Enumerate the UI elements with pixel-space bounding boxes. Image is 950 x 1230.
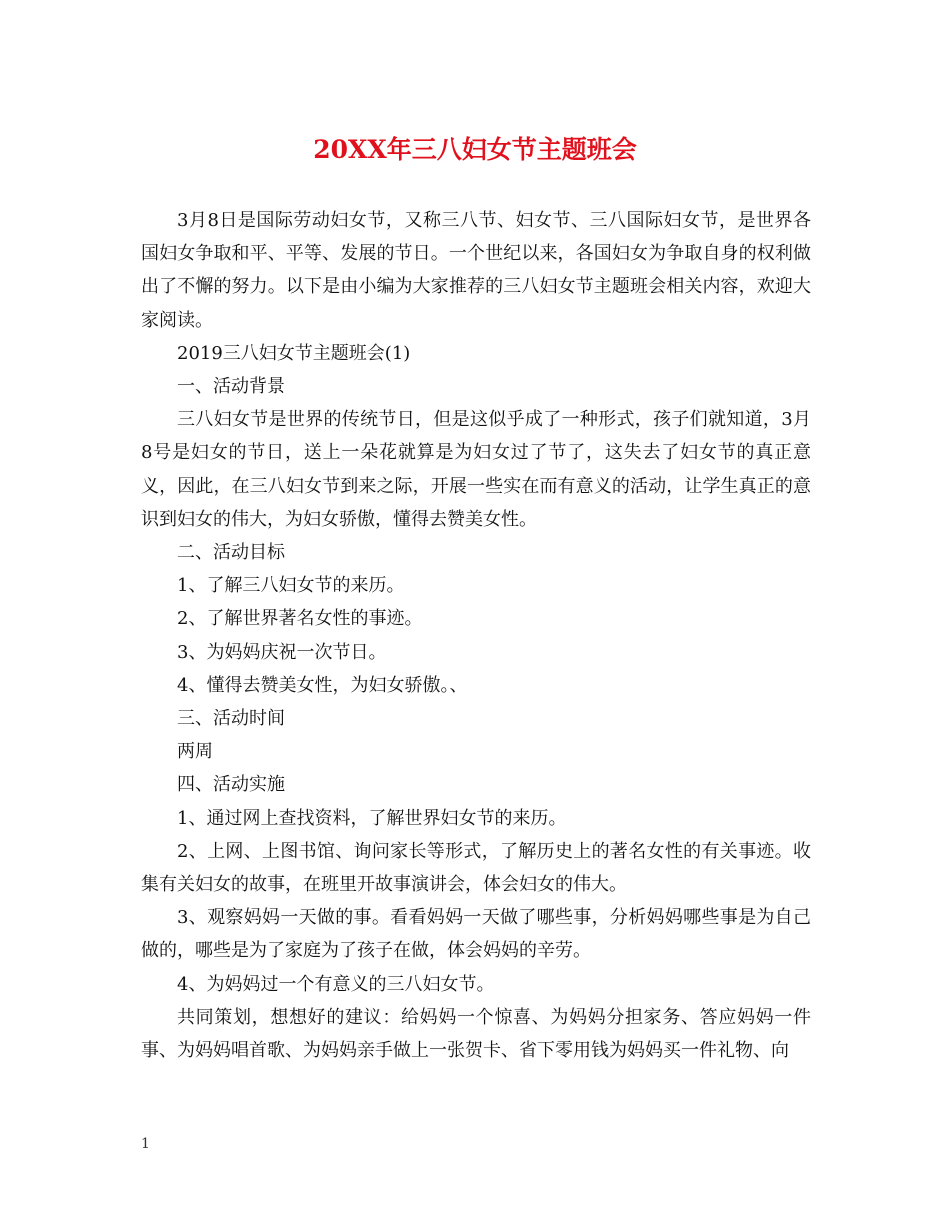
- heading-background: 一、活动背景: [177, 376, 285, 398]
- section-subtitle: 2019三八妇女节主题班会(1): [177, 342, 411, 364]
- implementation-item: 1、通过网上查找资料，了解世界妇女节的来历。: [177, 807, 567, 829]
- paragraph-background: 三八妇女节是世界的传统节日，但是这似乎成了一种形式，孩子们就知道，3月8号是妇女的节日，送上一朵花就算是为妇女过了节了，这失去了妇女节的真正意义，因此，在三八妇女节到来之际，开展一些实在而有意义的活动，让学生真正的意识到妇女的伟大，为妇女骄傲，懂得去赞美女性。: [141, 409, 811, 530]
- heading-implementation: 四、活动实施: [177, 774, 285, 796]
- goal-item: 4、懂得去赞美女性，为妇女骄傲。、: [177, 674, 468, 696]
- goal-item: 1、了解三八妇女节的来历。: [177, 575, 405, 597]
- heading-goals: 二、活动目标: [177, 542, 285, 564]
- paragraph-time: 两周: [177, 741, 213, 763]
- goal-item: 3、为妈妈庆祝一次节日。: [177, 641, 387, 663]
- document-title: 20XX年三八妇女节主题班会: [313, 135, 637, 164]
- paragraph-intro: 3月8日是国际劳动妇女节，又称三八节、妇女节、三八国际妇女节，是世界各国妇女争取和平、平等、发展的节日。一个世纪以来，各国妇女为争取自身的权利做出了不懈的努力。以下是由小编为大家推荐的三八妇女节主题班会相关内容，欢迎大家阅读。: [141, 210, 811, 331]
- goal-item: 2、了解世界著名女性的事迹。: [177, 608, 423, 630]
- implementation-item: 4、为妈妈过一个有意义的三八妇女节。: [177, 973, 495, 995]
- implementation-item: 2、上网、上图书馆、询问家长等形式，了解历史上的著名女性的有关事迹。收集有关妇女的故事，在班里开故事演讲会，体会妇女的伟大。: [141, 840, 811, 896]
- heading-time: 三、活动时间: [177, 708, 285, 730]
- implementation-item: 3、观察妈妈一天做的事。看看妈妈一天做了哪些事，分析妈妈哪些事是为自己做的，哪些是为了家庭为了孩子在做，体会妈妈的辛劳。: [141, 907, 811, 962]
- paragraph-suggestions: 共同策划，想想好的建议：给妈妈一个惊喜、为妈妈分担家务、答应妈妈一件事、为妈妈唱首歌、为妈妈亲手做上一张贺卡、省下零用钱为妈妈买一件礼物、向: [141, 1006, 811, 1062]
- document-body: [141, 204, 811, 1067]
- page-number: 1: [141, 1136, 150, 1152]
